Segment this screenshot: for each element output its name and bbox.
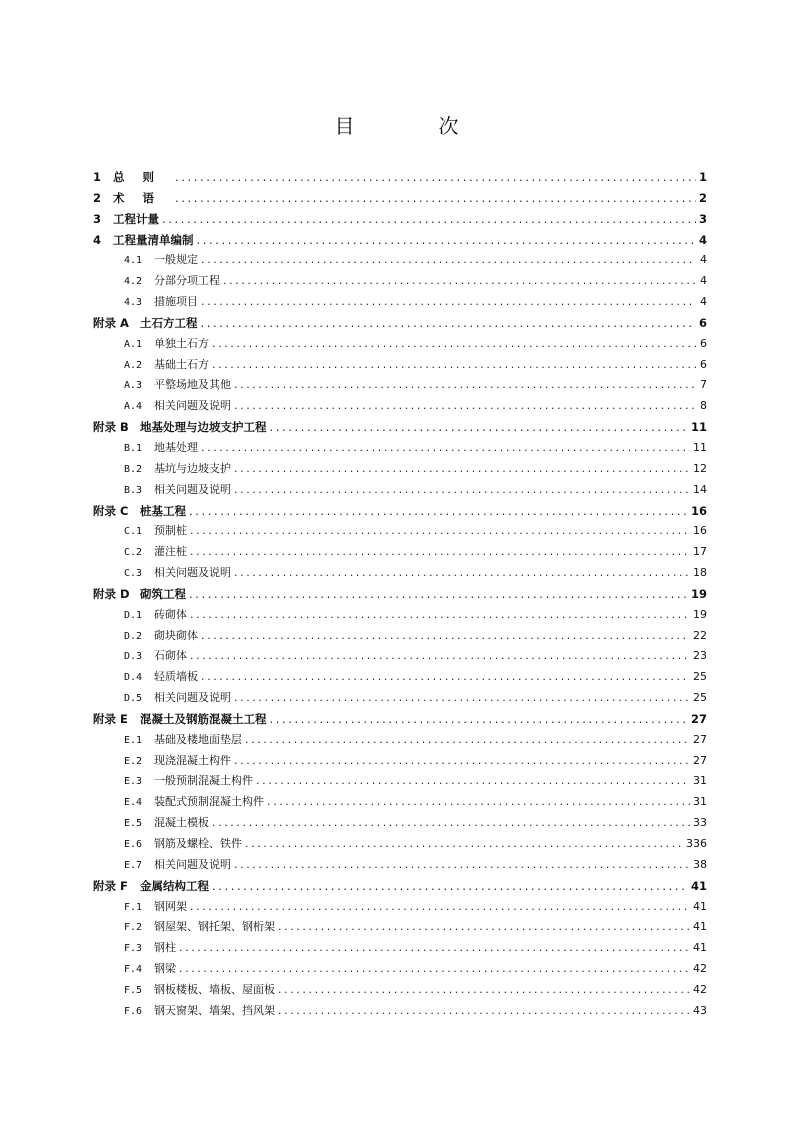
toc-entry-number: E.3 [124, 776, 143, 788]
toc-chapter-entry[interactable] [93, 876, 707, 897]
toc-section-entry[interactable] [93, 730, 707, 751]
toc-page-number: 27 [693, 732, 707, 746]
toc-section-entry[interactable] [93, 396, 707, 417]
toc-chapter-entry[interactable] [93, 188, 707, 209]
toc-entry-number: F.2 [124, 922, 143, 934]
toc-page-number: 25 [693, 691, 707, 705]
toc-page-number: 23 [693, 649, 707, 663]
toc-leader-dots [212, 355, 696, 376]
toc-leader-dots [212, 334, 696, 355]
toc-section-entry[interactable] [93, 855, 707, 876]
toc-entry-title: 钢屋架、钢托架、钢桁架 [154, 920, 275, 934]
toc-page-number: 27 [690, 711, 707, 726]
toc-entry-title: 灌注桩 [154, 545, 187, 559]
toc-leader-dots [179, 938, 690, 959]
toc-entry-number: C.3 [124, 568, 143, 580]
toc-leader-dots [234, 751, 690, 772]
toc-entry-title: 钢筋及螺栓、铁件 [154, 837, 242, 850]
toc-entry-title: 相关问题及说明 [154, 399, 231, 413]
toc-entry-title: 混凝土及钢筋混凝土工程 [140, 711, 267, 726]
toc-entry-title: 单独土石方 [154, 336, 209, 350]
toc-entry-title: 桩基工程 [140, 503, 186, 518]
toc-section-entry[interactable] [93, 334, 707, 355]
toc-entry-title: 相关问题及说明 [154, 482, 231, 496]
toc-leader-dots [234, 688, 690, 709]
toc-section-entry[interactable] [93, 938, 707, 959]
toc-leader-dots [245, 730, 690, 751]
toc-page-number: 336 [686, 837, 707, 850]
toc-section-entry[interactable] [93, 980, 707, 1001]
toc-section-entry[interactable] [93, 563, 707, 584]
toc-entry-number: 2 [93, 190, 102, 205]
toc-page-number: 12 [693, 461, 707, 475]
toc-leader-dots [190, 897, 690, 918]
toc-page-number: 41 [693, 920, 707, 934]
toc-entry-number: E.2 [124, 755, 143, 767]
toc-leader-dots [190, 521, 690, 542]
toc-section-entry[interactable] [93, 959, 707, 980]
toc-entry-number: E.1 [124, 734, 143, 746]
toc-leader-dots [201, 667, 690, 688]
toc-page-number: 4 [700, 253, 707, 267]
toc-entry-title: 平整场地及其他 [154, 378, 231, 392]
toc-entry-number: E.5 [124, 818, 143, 830]
toc-section-entry[interactable] [93, 605, 707, 626]
toc-page-number: 42 [693, 962, 707, 976]
toc-section-entry[interactable] [93, 459, 707, 480]
toc-entry-number: C.2 [124, 547, 143, 559]
toc-leader-dots [201, 250, 696, 271]
toc-section-entry[interactable] [93, 626, 707, 647]
toc-entry-number: E.4 [124, 797, 143, 809]
toc-leader-dots [190, 542, 690, 563]
toc-entry-title: 地基处理与边坡支护工程 [140, 420, 267, 435]
toc-page-number: 33 [693, 816, 707, 830]
toc-entry-number: D.1 [124, 609, 143, 621]
toc-entry-title: 相关问题及说明 [154, 566, 231, 580]
toc-section-entry[interactable] [93, 751, 707, 772]
toc-section-entry[interactable] [93, 438, 707, 459]
toc-entry-number: 4 [93, 232, 102, 247]
toc-section-entry[interactable] [93, 897, 707, 918]
toc-entry-number: B.3 [124, 484, 143, 496]
toc-page-number: 17 [693, 545, 707, 559]
toc-leader-dots [270, 709, 688, 730]
toc-entry-number: D.4 [124, 672, 143, 684]
toc-section-entry[interactable] [93, 542, 707, 563]
toc-leader-dots [175, 167, 696, 188]
toc-entry-title: 基础土石方 [154, 357, 209, 371]
toc-section-entry[interactable] [93, 813, 707, 834]
toc-page-number: 27 [693, 753, 707, 767]
toc-entry-number: 附录 E [93, 711, 128, 726]
toc-page-number: 7 [700, 378, 707, 392]
toc-section-entry[interactable] [93, 521, 707, 542]
toc-page-number: 6 [698, 315, 707, 330]
toc-page-number: 42 [693, 982, 707, 996]
toc-entry-title: 砖砌体 [154, 607, 187, 621]
toc-entry-number: E.6 [124, 839, 143, 850]
toc-chapter-entry[interactable] [93, 709, 707, 730]
toc-page-number: 43 [693, 1003, 707, 1017]
toc-leader-dots [212, 813, 690, 834]
toc-leader-dots [278, 1001, 690, 1022]
toc-leader-dots [234, 459, 690, 480]
toc-leader-dots [245, 834, 683, 855]
toc-entry-title: 砌筑工程 [140, 586, 186, 601]
toc-leader-dots [256, 771, 690, 792]
toc-leader-dots [234, 480, 690, 501]
toc-entry-number: D.2 [124, 630, 143, 642]
toc-chapter-entry[interactable] [93, 209, 707, 230]
toc-leader-dots [234, 375, 696, 396]
toc-page-number: 25 [693, 670, 707, 684]
toc-entry-number: 附录 A [93, 315, 129, 330]
toc-entry-title: 砌块砌体 [154, 628, 198, 642]
toc-entry-number: C.1 [124, 526, 143, 538]
toc-page-number: 16 [690, 503, 707, 518]
toc-chapter-entry[interactable] [93, 313, 707, 334]
toc-section-entry[interactable] [93, 688, 707, 709]
toc-entry-title: 工程量清单编制 [113, 232, 194, 247]
toc-chapter-entry[interactable] [93, 230, 707, 251]
toc-entry-number: 1 [93, 170, 102, 184]
toc-chapter-entry[interactable] [93, 584, 707, 605]
toc-entry-title: 相关问题及说明 [154, 691, 231, 705]
toc-leader-dots [175, 188, 696, 209]
toc-page-number: 11 [690, 420, 707, 435]
toc-page-number: 31 [693, 795, 707, 809]
toc-leader-dots [223, 271, 696, 292]
toc-chapter-entry[interactable] [93, 501, 707, 522]
page-title: 目 次 [334, 114, 491, 138]
toc-entry-title: 钢天窗架、墙架、挡风架 [154, 1003, 275, 1017]
toc-page-number: 41 [693, 899, 707, 913]
toc-entry-number: D.5 [124, 693, 143, 705]
toc-leader-dots [234, 563, 690, 584]
toc-leader-dots [201, 313, 696, 334]
toc-section-entry[interactable] [93, 250, 707, 271]
toc-entry-number: 附录 F [93, 878, 128, 893]
toc-leader-dots [278, 917, 690, 938]
toc-page-number: 38 [693, 857, 707, 871]
toc-entry-number: A.2 [124, 359, 143, 371]
toc-section-entry[interactable] [93, 917, 707, 938]
toc-leader-dots [234, 855, 690, 876]
toc-leader-dots [189, 501, 688, 522]
toc-entry-title: 措施项目 [154, 295, 198, 309]
toc-page-number: 2 [698, 190, 707, 205]
toc-entry-title: 工程计量 [113, 211, 159, 226]
toc-page-number: 3 [698, 211, 707, 226]
toc-section-entry[interactable] [93, 271, 707, 292]
toc-entry-number: 附录 B [93, 420, 129, 435]
toc-section-entry[interactable] [93, 1001, 707, 1022]
toc-leader-dots [201, 626, 690, 647]
toc-entry-title: 钢梁 [154, 962, 176, 976]
toc-entry-title: 术语 [113, 190, 172, 205]
toc-entry-number: F.4 [124, 964, 143, 976]
toc-entry-title: 基坑与边坡支护 [154, 461, 231, 475]
toc-entry-number: F.1 [124, 901, 143, 913]
toc-entry-title: 金属结构工程 [140, 878, 209, 893]
toc-page-number: 19 [693, 607, 707, 621]
toc-entry-number: D.3 [124, 651, 143, 663]
toc-entry-number: F.3 [124, 943, 143, 955]
toc-entry-title: 地基处理 [154, 440, 198, 454]
toc-leader-dots [179, 959, 690, 980]
toc-section-entry[interactable] [93, 375, 707, 396]
toc-page-number: 14 [693, 482, 707, 496]
toc-page-number: 41 [690, 878, 707, 893]
toc-page-number: 22 [693, 628, 707, 642]
toc-page-number: 8 [700, 399, 707, 413]
toc-section-entry[interactable] [93, 771, 707, 792]
toc-entry-title: 相关问题及说明 [154, 857, 231, 871]
toc-leader-dots [270, 417, 688, 438]
toc-leader-dots [162, 209, 696, 230]
toc-leader-dots [189, 584, 688, 605]
toc-page-number: 1 [698, 170, 707, 184]
toc-entry-number: A.1 [124, 338, 143, 350]
toc-page-number: 41 [693, 941, 707, 955]
toc-leader-dots [267, 792, 690, 813]
toc-entry-number: F.6 [124, 1005, 143, 1017]
table-of-contents [93, 167, 707, 1022]
toc-entry-number: 附录 C [93, 503, 129, 518]
toc-section-entry[interactable] [93, 292, 707, 313]
toc-page-number: 31 [693, 774, 707, 788]
toc-entry-title: 基础及楼地面垫层 [154, 732, 242, 746]
toc-section-entry[interactable] [93, 834, 707, 855]
toc-entry-title: 混凝土模板 [154, 816, 209, 830]
toc-leader-dots [278, 980, 690, 1001]
toc-section-entry[interactable] [93, 480, 707, 501]
toc-section-entry[interactable] [93, 792, 707, 813]
toc-page-number: 19 [690, 586, 707, 601]
toc-entry-number: 4.1 [124, 255, 143, 267]
toc-page-number: 16 [693, 524, 707, 538]
toc-leader-dots [201, 438, 690, 459]
toc-entry-title: 土石方工程 [140, 315, 198, 330]
toc-entry-title: 钢网架 [154, 899, 187, 913]
toc-entry-number: 附录 D [93, 586, 130, 601]
toc-entry-number: E.7 [124, 859, 143, 871]
toc-page-number: 11 [693, 440, 707, 454]
toc-entry-title: 一般规定 [154, 253, 198, 267]
toc-entry-title: 分部分项工程 [154, 274, 220, 288]
toc-section-entry[interactable] [93, 667, 707, 688]
toc-entry-title: 预制桩 [154, 524, 187, 538]
toc-leader-dots [197, 230, 696, 251]
toc-chapter-entry[interactable] [93, 167, 707, 188]
toc-section-entry[interactable] [93, 355, 707, 376]
toc-entry-number: 4.2 [124, 276, 143, 288]
toc-entry-number: F.5 [124, 984, 143, 996]
toc-leader-dots [234, 396, 696, 417]
toc-entry-title: 总则 [113, 170, 172, 184]
toc-entry-number: 4.3 [124, 297, 143, 309]
toc-entry-number: 3 [93, 211, 102, 226]
toc-entry-number: A.4 [124, 401, 143, 413]
toc-entry-number: A.3 [124, 380, 143, 392]
toc-entry-title: 石砌体 [154, 649, 187, 663]
toc-entry-title: 轻质墙板 [154, 670, 198, 684]
toc-page-number: 4 [698, 232, 707, 247]
toc-entry-title: 现浇混凝土构件 [154, 753, 231, 767]
toc-page-number: 4 [700, 295, 707, 309]
toc-leader-dots [190, 646, 690, 667]
toc-page-number: 18 [693, 566, 707, 580]
toc-entry-title: 装配式预制混凝土构件 [154, 795, 264, 809]
toc-page-number: 6 [700, 336, 707, 350]
toc-page-number: 4 [700, 274, 707, 288]
toc-entry-title: 钢板楼板、墙板、屋面板 [154, 982, 275, 996]
toc-section-entry[interactable] [93, 646, 707, 667]
toc-entry-title: 钢柱 [154, 941, 176, 955]
toc-entry-title: 一般预制混凝土构件 [154, 774, 253, 788]
toc-leader-dots [190, 605, 690, 626]
toc-leader-dots [201, 292, 696, 313]
toc-entry-number: B.1 [124, 442, 143, 454]
toc-chapter-entry[interactable] [93, 417, 707, 438]
toc-page-number: 6 [700, 357, 707, 371]
toc-entry-number: B.2 [124, 463, 143, 475]
toc-leader-dots [212, 876, 688, 897]
